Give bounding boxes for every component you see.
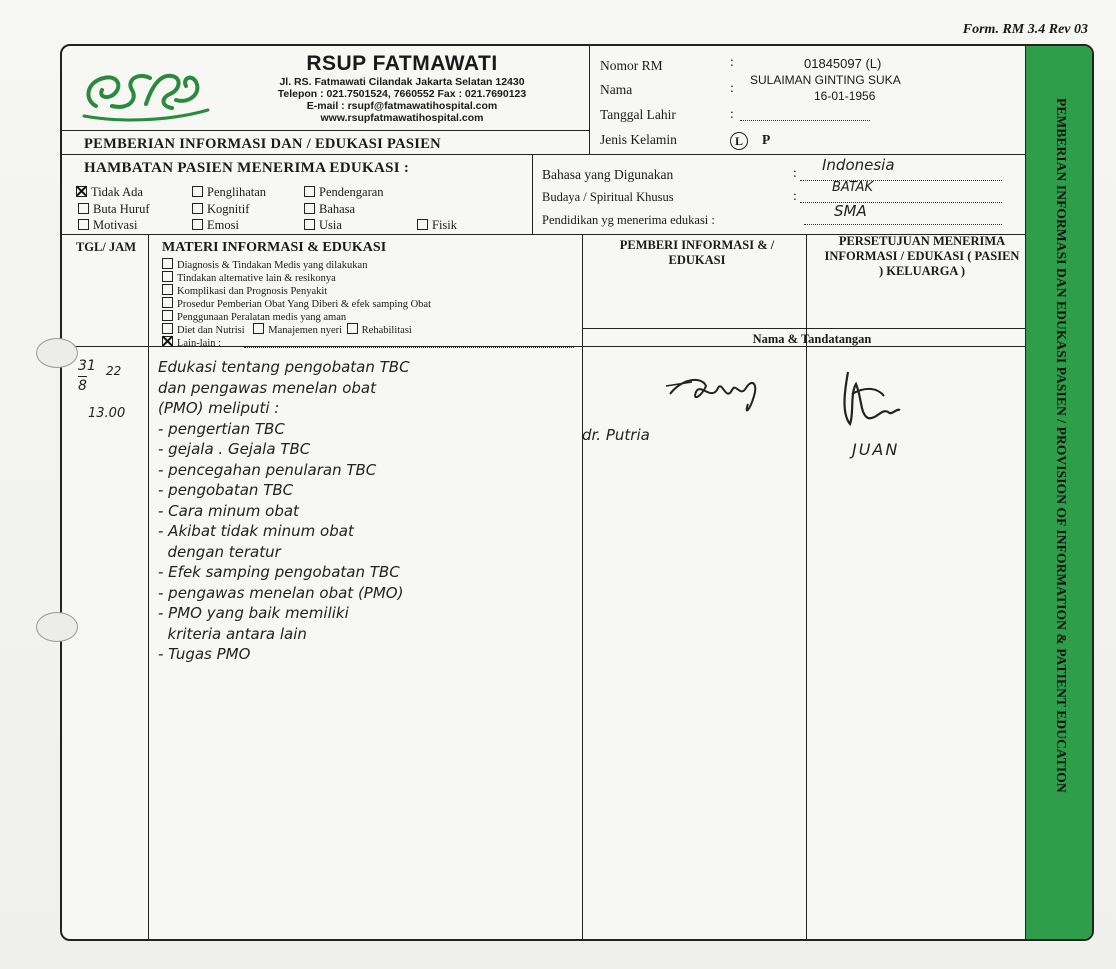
patient-name-value: SULAIMAN GINTING SUKA <box>750 73 901 87</box>
form-title: PEMBERIAN INFORMASI DAN / EDUKASI PASIEN <box>84 136 441 152</box>
material-label: Tindakan alternative lain & resikonya <box>177 273 336 284</box>
material-item[interactable] <box>162 258 367 271</box>
barrier-tidak-ada[interactable] <box>76 185 143 200</box>
barrier-label: Usia <box>319 218 342 232</box>
hospital-address: Jl. RS. Fatmawati Cilandak Jakarta Selatan 12430 <box>279 76 525 88</box>
barrier-pendengaran[interactable] <box>304 185 384 200</box>
barrier-penglihatan[interactable] <box>192 185 266 200</box>
barrier-label: Buta Huruf <box>93 202 150 216</box>
provider-signature-icon <box>662 366 772 422</box>
consent-name: JUAN <box>852 440 900 459</box>
material-item-other[interactable] <box>162 336 221 349</box>
language-line <box>800 180 1002 181</box>
colon: : <box>730 80 734 95</box>
note-line: kriteria antara lain <box>158 624 307 643</box>
divider <box>62 154 1026 155</box>
divider <box>589 46 590 154</box>
colon: : <box>793 165 797 180</box>
divider <box>148 234 149 939</box>
col-provider-header: PEMBERI INFORMASI & / EDUKASI <box>619 238 775 267</box>
checkbox[interactable] <box>78 203 89 214</box>
barriers-title: HAMBATAN PASIEN MENERIMA EDUKASI : <box>84 160 410 176</box>
education-label: Pendidikan yg menerima edukasi : <box>542 213 715 227</box>
gender-label: Jenis Kelamin <box>600 132 677 147</box>
checkbox-checked[interactable] <box>76 186 87 197</box>
note-line: - gejala . Gejala TBC <box>158 440 311 458</box>
checkbox[interactable] <box>162 310 173 321</box>
note-line: - pengertian TBC <box>158 419 285 438</box>
punch-hole <box>36 612 78 642</box>
checkbox[interactable] <box>417 219 428 230</box>
divider <box>532 154 533 234</box>
dob-label: Tanggal Lahir <box>600 107 676 122</box>
material-label: Rehabilitasi <box>361 325 412 336</box>
note-line: - PMO yang baik memiliki <box>158 604 349 622</box>
col-consent-header: PERSETUJUAN MENERIMA INFORMASI / EDUKASI ( PASIEN ) KELUARGA ) <box>824 234 1020 278</box>
dob-value: 16-01-1956 <box>814 89 876 103</box>
note-line: - Cara minum obat <box>158 501 299 520</box>
checkbox-checked[interactable] <box>162 336 173 347</box>
material-label: Lain-lain : <box>177 338 222 349</box>
note-line: Edukasi tentang pengobatan TBC <box>158 358 410 376</box>
rm-value: 01845097 (L) <box>804 56 882 71</box>
checkbox[interactable] <box>78 219 89 230</box>
checkbox[interactable] <box>192 186 203 197</box>
barrier-label: Kognitif <box>207 202 250 216</box>
checkbox[interactable] <box>304 219 315 230</box>
note-line: - Akibat tidak minum obat <box>158 522 354 540</box>
barrier-label: Fisik <box>432 218 458 232</box>
note-line: - Efek samping pengobatan TBC <box>158 563 400 581</box>
note-line: dengan teratur <box>158 542 281 561</box>
checkbox[interactable] <box>304 203 315 214</box>
side-banner <box>1025 46 1092 939</box>
consent-signature-icon <box>832 364 912 434</box>
punch-hole <box>36 338 78 368</box>
divider <box>582 328 1026 329</box>
form-code: Form. RM 3.4 Rev 03 <box>962 22 1088 37</box>
dob-line <box>740 120 870 121</box>
culture-line <box>800 202 1002 203</box>
barrier-bahasa[interactable] <box>304 202 355 217</box>
barrier-label: Penglihatan <box>207 185 267 199</box>
material-item[interactable] <box>162 271 336 284</box>
col-date-header: TGL/ JAM <box>75 240 137 254</box>
entry-day: 31 <box>78 358 96 374</box>
name-sign-header: Nama & Tandatangan <box>752 332 872 346</box>
colon: : <box>793 188 797 203</box>
checkbox[interactable] <box>192 219 203 230</box>
note-line: - pengawas menelan obat (PMO) <box>158 583 404 602</box>
language-label: Bahasa yang Digunakan <box>542 167 674 182</box>
education-form <box>60 44 1094 941</box>
checkbox[interactable] <box>253 323 264 334</box>
entry-year: 22 <box>106 364 122 378</box>
provider-name: dr. Putria <box>582 426 650 444</box>
checkbox[interactable] <box>162 284 173 295</box>
hospital-header <box>212 52 592 124</box>
gender-p: P <box>762 132 771 147</box>
material-label: Penggunaan Peralatan medis yang aman <box>177 312 347 323</box>
entry-time: 13.00 <box>88 406 126 421</box>
barrier-label: Tidak Ada <box>91 185 143 199</box>
hospital-phone: Telepon : 021.7501524, 7660552 Fax : 021.7690123 <box>277 88 527 100</box>
hospital-logo-icon <box>76 60 216 126</box>
divider <box>582 234 583 939</box>
hospital-name: RSUP FATMAWATI <box>306 52 498 75</box>
entry-month: 8 <box>78 378 87 394</box>
checkbox[interactable] <box>304 186 315 197</box>
other-line <box>244 347 574 348</box>
barrier-fisik[interactable] <box>417 218 457 233</box>
note-line: (PMO) meliputi : <box>158 399 280 417</box>
checkbox[interactable] <box>162 271 173 282</box>
checkbox[interactable] <box>347 323 358 334</box>
material-label: Diagnosis & Tindakan Medis yang dilakukan <box>177 260 368 271</box>
checkbox[interactable] <box>162 258 173 269</box>
culture-label: Budaya / Spiritual Khusus <box>542 190 674 204</box>
barrier-label: Emosi <box>207 218 239 232</box>
note-line: - pengobatan TBC <box>158 481 294 499</box>
barrier-label: Pendengaran <box>319 185 384 199</box>
barrier-motivasi[interactable] <box>78 218 137 233</box>
colon: : <box>730 54 734 69</box>
language-value: Indonesia <box>822 156 895 174</box>
hospital-website: www.rsupfatmawatihospital.com <box>320 112 484 124</box>
material-item[interactable] <box>162 284 327 297</box>
material-item[interactable] <box>162 310 346 323</box>
hospital-email: E-mail : rsupf@fatmawatihospital.com <box>306 100 498 112</box>
culture-value: BATAK <box>832 180 874 195</box>
barrier-buta-huruf[interactable] <box>78 202 150 217</box>
checkbox[interactable] <box>162 297 173 308</box>
rm-label: Nomor RM <box>600 58 663 73</box>
gender-l-selected: L <box>730 132 748 150</box>
name-label: Nama <box>600 82 633 97</box>
material-label: Prosedur Pemberian Obat Yang Diberi & efek samping Obat <box>177 299 431 310</box>
note-line: - pencegahan penularan TBC <box>158 460 377 479</box>
material-label: Komplikasi dan Prognosis Penyakit <box>177 286 328 297</box>
col-materials-header: MATERI INFORMASI & EDUKASI <box>162 240 387 255</box>
material-label: Manajemen nyeri <box>268 325 343 336</box>
note-line: - Tugas PMO <box>158 645 251 663</box>
barrier-kognitif[interactable] <box>192 202 249 217</box>
education-value: SMA <box>834 202 867 220</box>
note-line: dan pengawas menelan obat <box>158 378 376 397</box>
education-line <box>804 224 1002 225</box>
checkbox[interactable] <box>162 323 173 334</box>
barrier-emosi[interactable] <box>192 218 239 233</box>
material-item[interactable] <box>162 297 431 310</box>
material-item[interactable] <box>162 323 412 336</box>
material-label: Diet dan Nutrisi <box>177 325 245 336</box>
checkbox[interactable] <box>192 203 203 214</box>
side-banner-text: PEMBERIAN INFORMASI DAN EDUKASI PASIEN / PROVISION OF INFORMATION & PATIENT EDUCATION <box>1054 98 1069 793</box>
divider <box>62 130 589 131</box>
barrier-label: Motivasi <box>93 218 138 232</box>
barrier-usia[interactable] <box>304 218 342 233</box>
barrier-label: Bahasa <box>319 202 356 216</box>
colon: : <box>730 106 734 121</box>
